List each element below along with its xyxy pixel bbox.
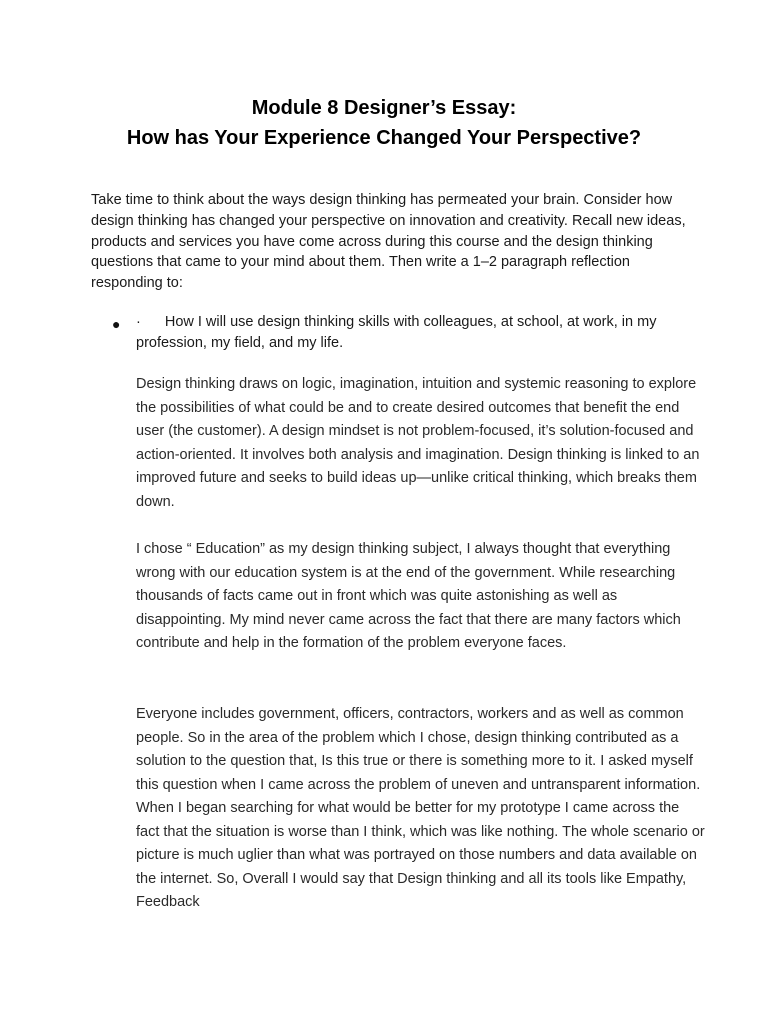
- body-paragraph-2: I chose “ Education” as my design thinking subject, I always thought that everything wrong with our education system is at the end of the government. While researching thousands of facts came out in front which was quite astonishing as well as disappointing. My mind never came across the fact that there are many factors which contribute and help in the formation of the problem everyone faces.: [136, 541, 681, 651]
- intro-paragraph: Take time to think about the ways design thinking has permeated your brain. Consider how design thinking has changed your perspective on innovation and creativity. Recall new ideas, products and services you have come across during this course and the design thinking questions that came to your mind about them. Then write a 1–2 paragraph reflection responding to:: [91, 192, 686, 292]
- bullet-item: [136, 312, 696, 354]
- bullet-item-text: How I will use design thinking skills with colleagues, at school, at work, in my profession, my field, and my life.: [136, 314, 657, 351]
- essay-subtitle: How has Your Experience Changed Your Perspective?: [126, 127, 642, 149]
- essay-title: Module 8 Designer’s Essay:: [251, 97, 517, 119]
- body-paragraph-1: Design thinking draws on logic, imagination, intuition and systemic reasoning to explore the possibilities of what could be and to create desired outcomes that benefit the end user (the customer). A design mindset is not problem-focused, it’s solution-focused and action-oriented. It involves both analysis and imagination. Design thinking is linked to an improved future and seeks to build ideas up—unlike critical thinking, which breaks them down.: [136, 376, 700, 510]
- body-paragraph-3: Everyone includes government, officers, contractors, workers and as well as common people. So in the area of the problem which I chose, design thinking contributed as a solution to the question that, Is this true or there is something more to it. I asked myself this question when I came across the problem of uneven and untransparent information. When I began searching for what would be better for my prototype I came across the fact that the situation is worse than I think, which was like nothing. The whole scenario or picture is much uglier than what was portrayed on those numbers and data available on the internet. So, Overall I would say that Design thinking and all its tools like Empathy, Feedback: [136, 706, 705, 910]
- bullet-icon: ●: [112, 316, 121, 332]
- bullet-sub-marker: ·: [136, 314, 141, 330]
